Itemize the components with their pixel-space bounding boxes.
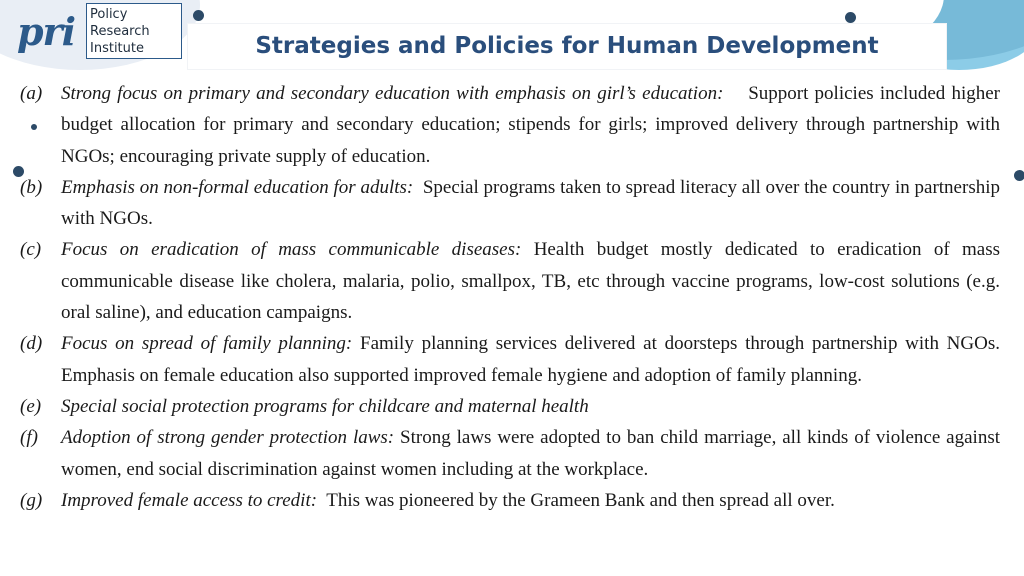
item-text: Special programs taken to spread literacy all over the country in partnership with NGOs. — [61, 176, 1000, 230]
list-item — [20, 485, 1000, 516]
item-text: Strong laws were adopted to ban child marriage, all kinds of violence against women, end social discrimination against women including at the workplace. — [61, 427, 1000, 480]
item-body — [61, 328, 1000, 391]
list-item — [20, 172, 1000, 235]
item-marker: (d) — [20, 333, 43, 355]
list-item — [20, 328, 1000, 391]
logo-line: Policy — [90, 6, 128, 22]
item-body — [61, 78, 1000, 172]
item-lead: Emphasis on non-formal education for adults: — [61, 176, 414, 198]
item-marker: (g) — [20, 489, 43, 511]
item-body — [61, 172, 1000, 235]
item-marker: (f) — [20, 427, 38, 449]
item-text: Family planning services delivered at doorsteps through partnership with NGOs. Emphasis on female education also supported improved female hygiene and adoption of family planning. — [61, 333, 1000, 386]
item-lead: Improved female access to credit: — [61, 489, 318, 511]
item-marker: (e) — [20, 395, 42, 417]
item-lead: Focus on spread of family planning: — [61, 333, 353, 355]
item-body — [61, 391, 1000, 422]
item-body — [61, 422, 1000, 485]
item-body — [61, 485, 1000, 516]
item-lead: Strong focus on primary and secondary education with emphasis on girl’s education: — [61, 83, 724, 104]
item-lead: Adoption of strong gender protection laws: — [61, 427, 395, 449]
decor-dot — [193, 10, 204, 21]
logo-line: Institute — [90, 40, 144, 56]
item-lead: Focus on eradication of mass communicable diseases: — [61, 239, 522, 261]
list-item — [20, 78, 1000, 172]
item-text: This was pioneered by the Grameen Bank and then spread all over. — [326, 489, 835, 511]
list-item — [20, 391, 1000, 422]
list-item — [20, 234, 1000, 328]
item-marker: (a) — [20, 83, 43, 104]
strategy-list — [20, 78, 1000, 516]
logo-text-box — [86, 3, 182, 59]
logo-mark: pri — [16, 8, 76, 54]
pri-logo — [6, 2, 184, 60]
item-text: Health budget mostly dedicated to eradication of mass communicable disease like cholera, malaria, polio, smallpox, TB, etc through vaccine programs, low-cost solutions (e.g. oral saline), and education campaigns. — [61, 239, 1000, 324]
item-marker: (c) — [20, 239, 42, 261]
item-text: Support policies included higher budget allocation for primary and secondary education; stipends for girls; improved delivery through partnership with NGOs; encouraging private supply of education. — [61, 83, 1001, 167]
logo-line: Research — [90, 23, 150, 39]
item-body — [61, 234, 1000, 328]
page-title: Strategies and Policies for Human Development — [255, 33, 879, 59]
item-lead: Special social protection programs for childcare and maternal health — [61, 395, 589, 417]
decor-dot — [1014, 170, 1024, 181]
decor-dot — [845, 12, 856, 23]
list-item — [20, 422, 1000, 485]
item-marker: (b) — [20, 176, 43, 198]
